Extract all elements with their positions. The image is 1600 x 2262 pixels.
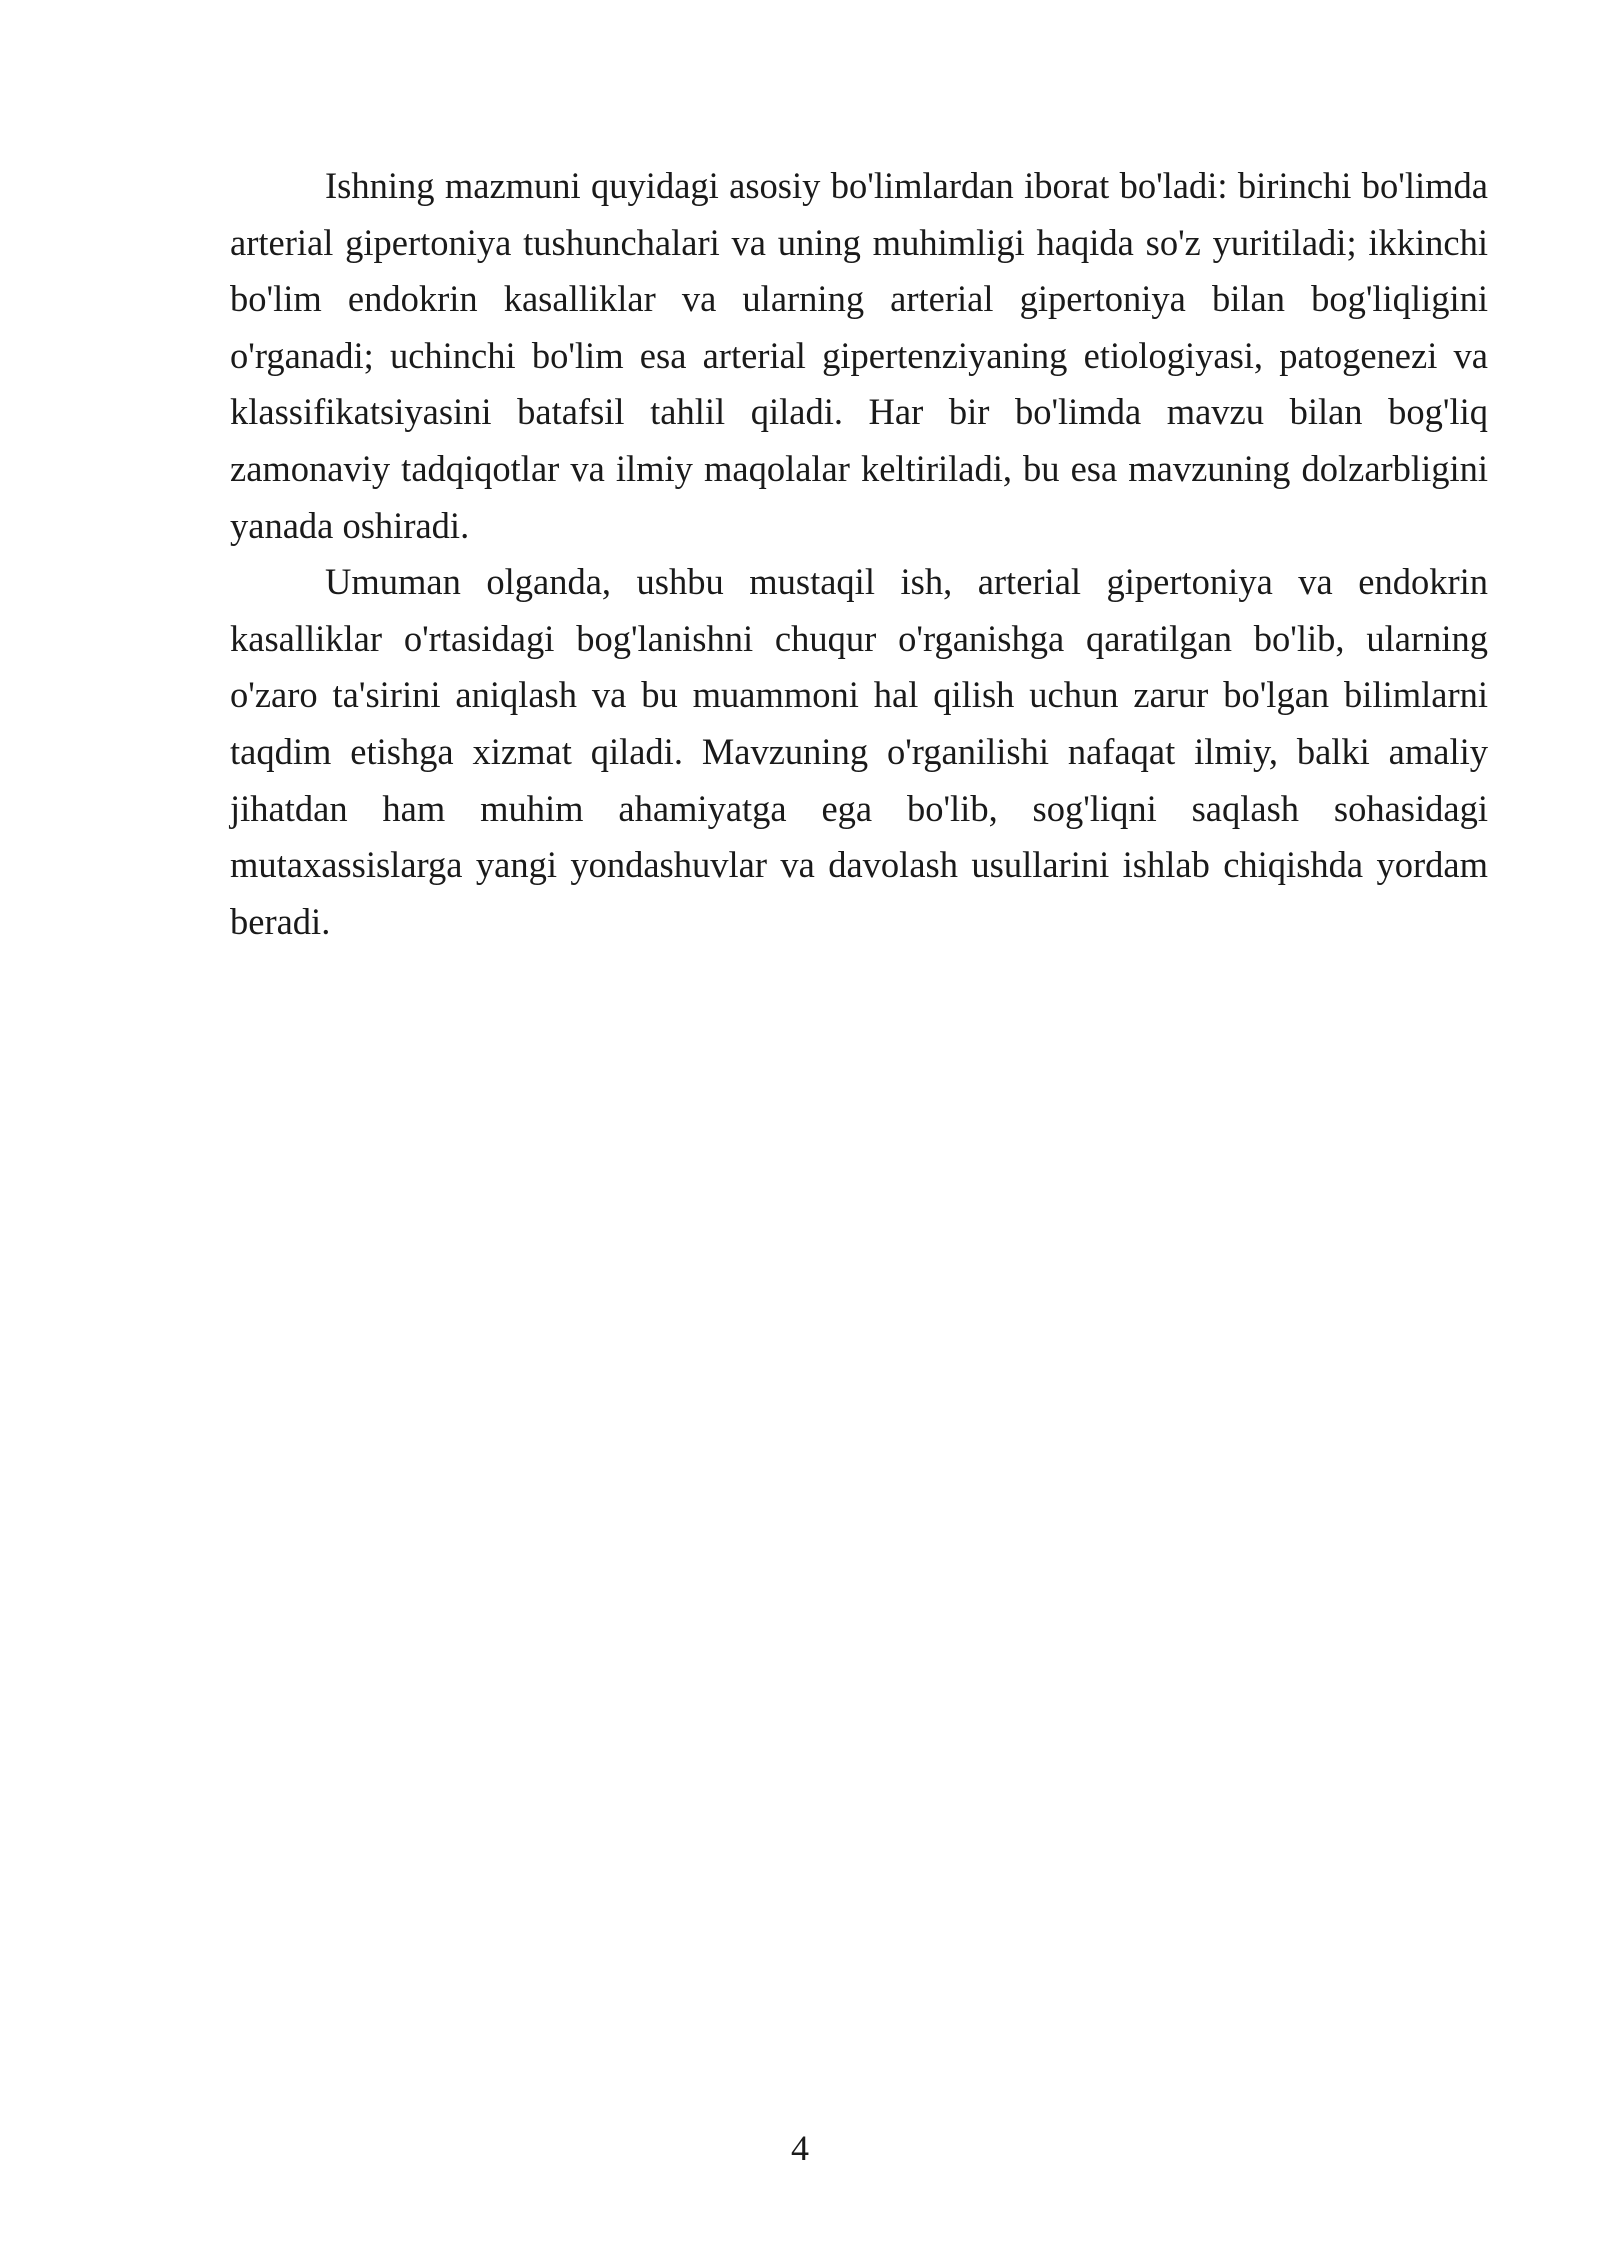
paragraph-2: Umuman olganda, ushbu mustaqil ish, arterial gipertoniya va endokrin kasalliklar o'rtasidagi bog'lanishni chuqur o'rganishga qaratilgan bo'lib, ularning o'zaro ta'sirini aniqlash va bu muammoni hal qilish uchun zarur bo'lgan bilimlarni taqdim etishga xizmat qiladi. Mavzuning o'rganilishi nafaqat ilmiy, balki amaliy jihatdan ham muhim ahamiyatga ega bo'lib, sog'liqni saqlash sohasidagi mutaxassislarga yangi yondashuvlar va davolash usullarini ishlab chiqishda yordam beradi. xyxy=(230,561,1488,942)
paragraph-1: Ishning mazmuni quyidagi asosiy bo'limlardan iborat bo'ladi: birinchi bo'limda arterial gipertoniya tushunchalari va uning muhimligi haqida so'z yuritiladi; ikkinchi bo'lim endokrin kasalliklar va ularning arterial gipertoniya bilan bog'liqligini o'rganadi; uchinchi bo'lim esa arterial gipertenziyaning etiologiyasi, patogenezi va klassifikatsiyasini batafsil tahlil qiladi. Har bir bo'limda mavzu bilan bog'liq zamonaviy tadqiqotlar va ilmiy maqolalar keltiriladi, bu esa mavzuning dolzarbligini yanada oshiradi. xyxy=(230,165,1488,546)
page-number: 4 xyxy=(791,2128,809,2168)
body-text xyxy=(230,158,1488,950)
